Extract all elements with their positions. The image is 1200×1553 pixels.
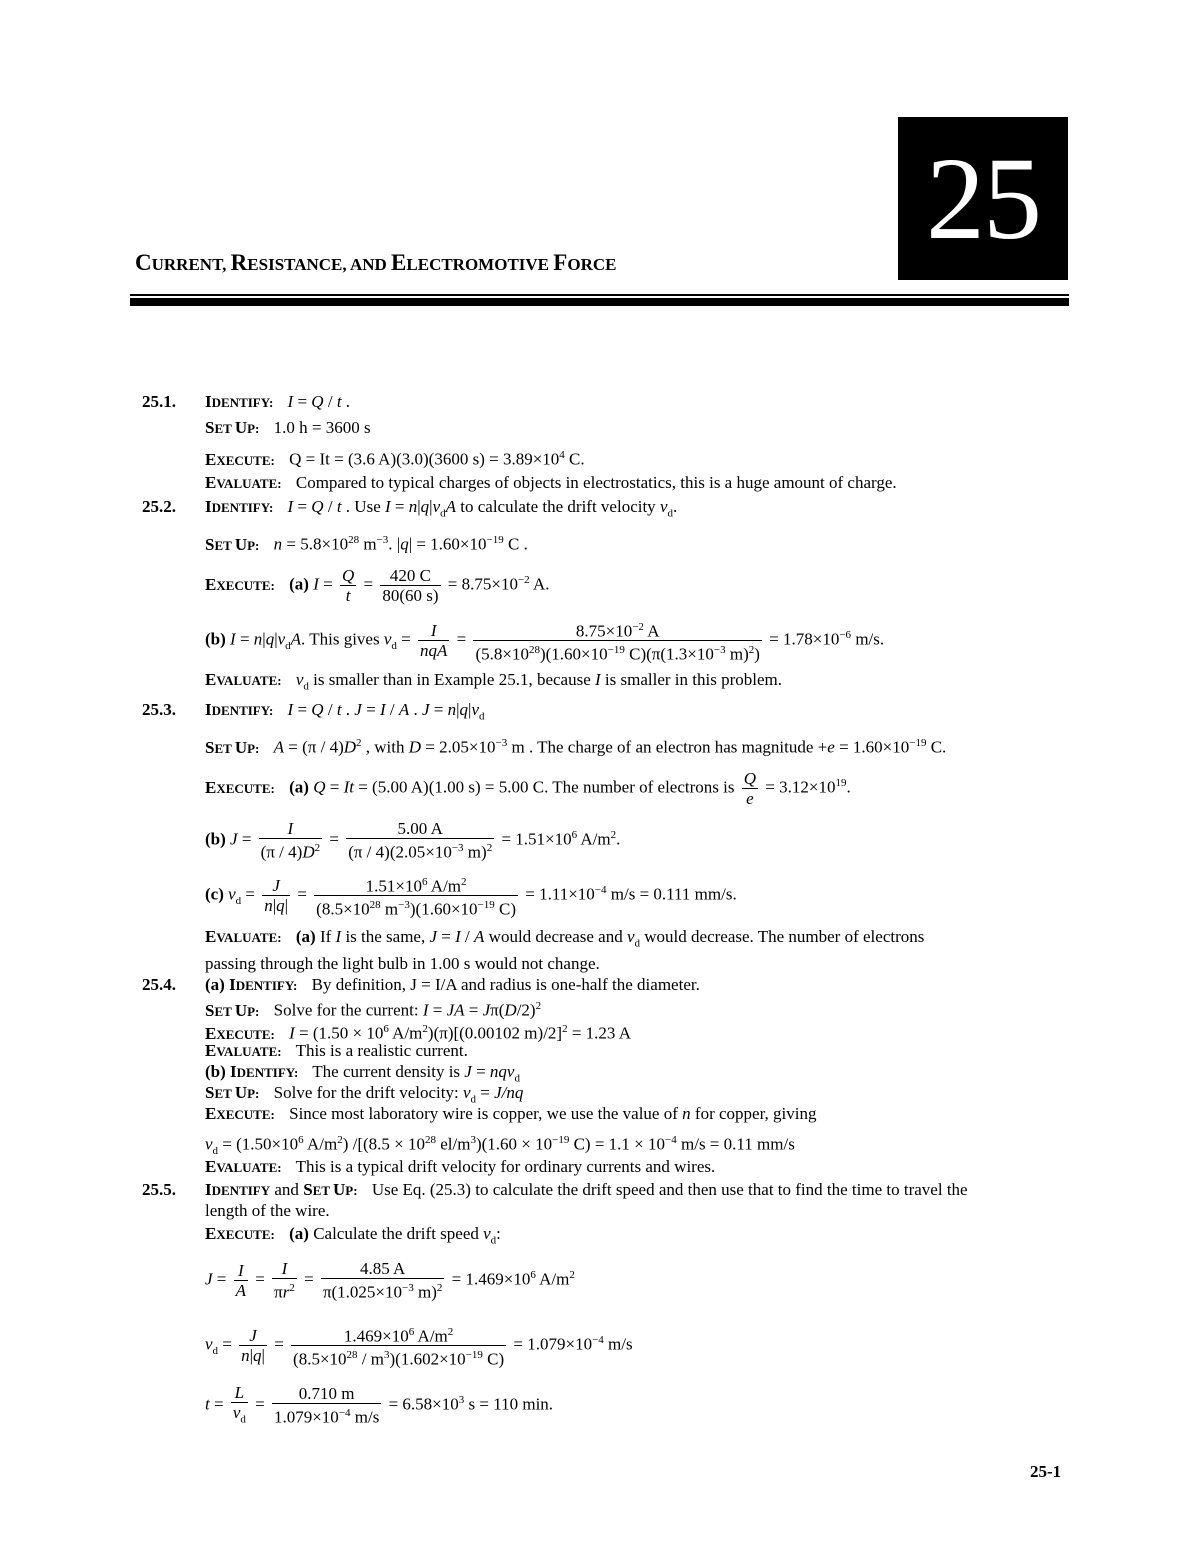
evaluate-cont-line: passing through the light bulb in 1.00 s would not change.: [205, 954, 600, 973]
chapter-title: CURRENT, RESISTANCE, AND ELECTROMOTIVE FORCE: [135, 250, 617, 275]
setup-line: SET UP: $A = (\pi / 4)D^2$ , with $D = 2.05\times 10^{-3}$ m . The charge of an electron has magnitude $+e = 1.60\times 10^{-19}$ C.: [205, 737, 947, 757]
identify-line: IDENTIFY: I = Q / t . Use $I = n|q|v_dA$ to calculate the drift velocity $v_d$.: [205, 497, 678, 520]
title-rule-thick: [130, 298, 1069, 306]
problem-number: 25.4.: [142, 975, 176, 994]
execute-b-line: EXECUTE: Since most laboratory wire is copper, we use the value of n for copper, giving: [205, 1104, 817, 1123]
execute-line: EXECUTE: (a) I = $\frac{Q}{t}$ = $\frac{420 C}{80(60 s)}$ = $8.75\times 10^{-2}$ A.: [205, 566, 550, 606]
evaluate-b-line: EVALUATE: This is a typical drift velocity for ordinary currents and wires.: [205, 1157, 716, 1176]
execute-line: EXECUTE: $I = (1.50 \times 10^6$ $A/m^2)(\pi)[(0.00102$ m)/2]$^2$ = 1.23 A: [205, 1023, 632, 1043]
execute-b-line: (b) $I = n|q|v_dA$. This gives $v_d$ = $\frac{I}{\text{nqA}}$ = $\frac{8.75\times 10^{-2} A}{(5.8\times 10^{28})(1.60\times 10^{-19} C)(\pi(1.3\times 10^{-3} m)^2)}$ = $1.78\times 10^{-6}$ m/s.: [205, 615, 884, 666]
setup-line: SET UP: Solve for the current: I = JA = $J\pi(D/2)^2$: [205, 1000, 542, 1020]
identify-line: (a) IDENTIFY: By definition, J = I/A and radius is one-half the diameter.: [205, 975, 700, 994]
problem-number: 25.3.: [142, 700, 176, 719]
evaluate-line: EVALUATE: Compared to typical charges of objects in electrostatics, this is a huge amount of charge.: [205, 473, 897, 492]
problem-number: 25.5.: [142, 1180, 176, 1199]
execute-b-line: (b) J = $\frac{I}{(\pi / 4)D^2}$ = $\frac{5.00 A}{(\pi / 4)(2.05\times 10^{-3} m)^2}$ = $1.51\times 10^6$ $A/m^2$.: [205, 819, 621, 863]
setup-line: SET UP: $n = 5.8\times 10^{28}$ $m^{-3}$. $|q| = 1.60\times 10^{-19}$ C .: [205, 534, 528, 554]
identify-setup-line: IDENTIFY and SET UP: Use Eq. (25.3) to calculate the drift speed and then use that to find the time to travel the: [205, 1180, 968, 1199]
evaluate-line: EVALUATE: $v_d$ is smaller than in Example 25.1, because I is smaller in this problem.: [205, 670, 782, 693]
execute-line: EXECUTE: Q = It = (3.6 A)(3.0)(3600 $s) = 3.89\times 10^4$ C.: [205, 449, 585, 469]
evaluate-line: EVALUATE: (a) If I is the same, J = I / A would decrease and $v_d$ would decrease. The number of electrons: [205, 927, 925, 950]
setup-line: SET UP: 1.0 h = 3600 s: [205, 418, 371, 437]
problem-number: 25.1.: [142, 392, 176, 411]
formula-J: J = $\frac{I}{A}$ = $\frac{I}{\pi r^2}$ = $\frac{4.85 A}{\pi(1.025\times 10^{-3} m)^2}$ = $1.469\times 10^6$ $A/m^2$: [205, 1259, 575, 1303]
chapter-number: 25: [898, 117, 1068, 280]
execute-line: EXECUTE: (a) Calculate the drift speed $v_d$:: [205, 1224, 501, 1247]
evaluate-line: EVALUATE: This is a realistic current.: [205, 1041, 468, 1060]
execute-line: EXECUTE: (a) Q = It = (5.00 A)(1.00 s) = 5.00 C. The number of electrons is $\frac{Q}{e}$ = $3.12\times 10^{19}$.: [205, 769, 851, 809]
identify-line: IDENTIFY: I = Q / t .: [205, 392, 351, 411]
setup-b-line: SET UP: Solve for the drift velocity: $v_d = J/nq$: [205, 1083, 524, 1106]
page-number: 25-1: [1030, 1462, 1062, 1481]
title-rule-thin: [130, 294, 1069, 296]
identify-b-line: (b) IDENTIFY: The current density is J = nqv$_d$: [205, 1062, 520, 1085]
execute-c-line: (c) $v_d$ = $\frac{J}{n|q|}$ = $\frac{1.51\times 10^6 A/m^2}{(8.5\times 10^{28} m^{-3})(1.60\times 10^{-19} C)}$ = $1.11\times 10^{-4}$ m/s = 0.111 mm/s.: [205, 870, 737, 921]
formula-t: t = $\frac{L}{v_d}$ = $\frac{0.710 m}{1.079\times 10^{-4} m/s}$ = $6.58\times 10^3$ s = 110 min.: [205, 1382, 554, 1428]
execute-b-formula: $v_d = (1.50\times 10^6$ $A/m^2$) $/[(8.5 \times 10^{28}$ $el/m^3)(1.60 \times 10^{-19}$ $C) = 1.1 \times 10^{-4}$ m/s = 0.11 mm/s: [205, 1134, 795, 1158]
identify-line: IDENTIFY: I = Q / t . J = I / A . $J = n|q|v_d$: [205, 700, 485, 723]
identify-cont-line: length of the wire.: [205, 1201, 330, 1220]
problem-number: 25.2.: [142, 497, 176, 516]
formula-vd: $v_d$ = $\frac{J}{n|q|}$ = $\frac{1.469\times 10^6 A/m^2}{(8.5\times 10^{28} / m^3)(1.602\times 10^{-19} C)}$ = $1.079\times 10^{-4}$ m/s: [205, 1320, 633, 1371]
